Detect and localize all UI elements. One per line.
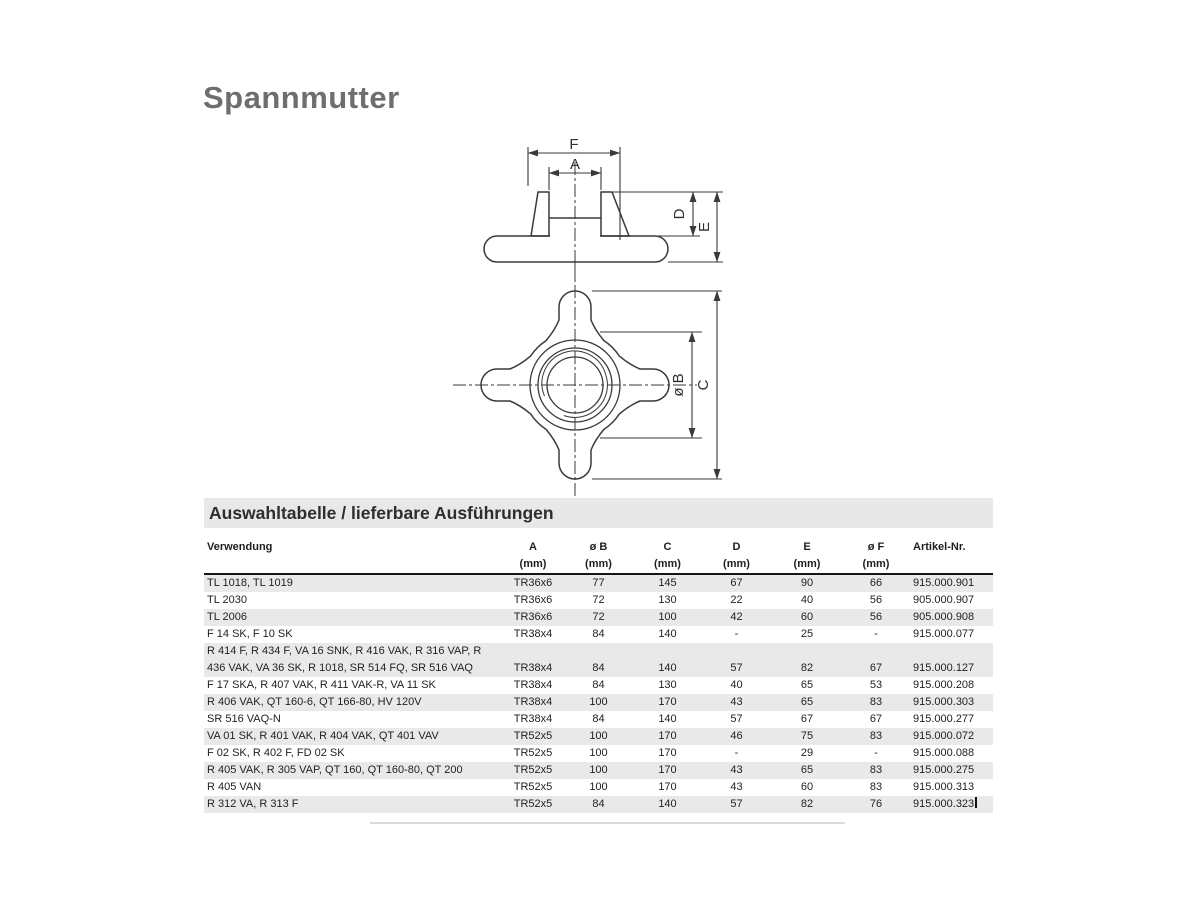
cell-c bbox=[631, 626, 704, 643]
cell-artikel bbox=[907, 660, 993, 677]
cell-artikel bbox=[907, 609, 993, 626]
cell-c-text: 140 bbox=[658, 713, 677, 725]
cell-b-text: 100 bbox=[589, 730, 608, 742]
column-header bbox=[907, 539, 993, 572]
cell-d bbox=[704, 762, 769, 779]
cell-verwendung-text: F 02 SK, R 402 F, FD 02 SK bbox=[207, 747, 345, 759]
cell-verwendung bbox=[204, 609, 500, 626]
cell-f-text: 67 bbox=[869, 662, 883, 674]
cell-verwendung bbox=[204, 575, 500, 592]
cell-artikel-text: 915.000.072 bbox=[913, 730, 975, 742]
cell-d-text: 57 bbox=[730, 713, 743, 725]
cell-c bbox=[631, 796, 704, 813]
cell-f bbox=[845, 796, 907, 813]
cell-a-text: TR36x6 bbox=[513, 611, 553, 623]
cell-artikel-text: 915.000.277 bbox=[913, 713, 975, 725]
cell-a bbox=[500, 796, 566, 813]
cell-a-text: TR52x5 bbox=[513, 730, 553, 742]
cell-artikel bbox=[907, 677, 993, 694]
cell-c-text: 170 bbox=[658, 781, 677, 793]
cell-a-text: TR52x5 bbox=[513, 747, 553, 759]
cell-b-text: 100 bbox=[589, 747, 608, 759]
cell-verwendung bbox=[204, 779, 500, 796]
cell-b bbox=[566, 626, 631, 643]
cell-d bbox=[704, 694, 769, 711]
cell-artikel-text: 915.000.313 bbox=[913, 781, 975, 793]
cell-f bbox=[845, 626, 907, 643]
cell-a bbox=[500, 762, 566, 779]
cell-c-text: 130 bbox=[658, 594, 677, 606]
table-row bbox=[204, 711, 993, 728]
dim-label-f: F bbox=[569, 136, 579, 153]
cell-d-text: 42 bbox=[730, 611, 743, 623]
column-header-label: D bbox=[732, 541, 741, 553]
cell-b bbox=[566, 609, 631, 626]
cell-artikel bbox=[907, 745, 993, 762]
cell-verwendung bbox=[204, 762, 500, 779]
cell-artikel bbox=[907, 592, 993, 609]
cell-d bbox=[704, 626, 769, 643]
cell-c-text: 130 bbox=[658, 679, 677, 691]
cell-verwendung bbox=[204, 711, 500, 728]
cell-d bbox=[704, 592, 769, 609]
cell-f-text: 56 bbox=[869, 594, 883, 606]
cell-verwendung bbox=[204, 745, 500, 762]
table-row bbox=[204, 575, 993, 592]
cell-artikel-text: 915.000.127 bbox=[913, 662, 975, 674]
cell-e bbox=[769, 728, 845, 745]
column-header bbox=[204, 539, 500, 572]
column-header-label: Verwendung bbox=[207, 541, 273, 553]
cell-e-text: 65 bbox=[800, 679, 814, 691]
cell-a bbox=[500, 711, 566, 728]
dim-label-a: A bbox=[569, 156, 581, 173]
cell-f bbox=[845, 677, 907, 694]
cell-e bbox=[769, 796, 845, 813]
cell-a bbox=[500, 694, 566, 711]
dim-label-b: ø B bbox=[670, 373, 687, 397]
cell-e-text: 40 bbox=[800, 594, 814, 606]
cell-verwendung bbox=[204, 796, 500, 813]
table-row bbox=[204, 694, 993, 711]
cell-d-text: 67 bbox=[730, 577, 743, 589]
cell-verwendung-text: F 14 SK, F 10 SK bbox=[207, 628, 293, 640]
table-row bbox=[204, 728, 993, 745]
cell-e bbox=[769, 677, 845, 694]
cell-f-text: - bbox=[874, 628, 878, 640]
cell-c bbox=[631, 745, 704, 762]
cell-f-text: 56 bbox=[869, 611, 883, 623]
scan-artifact-line bbox=[370, 822, 845, 824]
cell-a-text: TR38x4 bbox=[513, 696, 553, 708]
cell-c bbox=[631, 728, 704, 745]
cell-e bbox=[769, 575, 845, 592]
cell-f bbox=[845, 609, 907, 626]
cell-e-text: 29 bbox=[800, 747, 814, 759]
cell-c bbox=[631, 677, 704, 694]
dim-label-e: E bbox=[696, 221, 713, 233]
cell-artikel bbox=[907, 626, 993, 643]
cell-b bbox=[566, 592, 631, 609]
cell-f bbox=[845, 694, 907, 711]
cell-a bbox=[500, 609, 566, 626]
column-header bbox=[769, 539, 845, 572]
cell-f bbox=[845, 779, 907, 796]
table-row bbox=[204, 643, 993, 677]
cell-d bbox=[704, 711, 769, 728]
technical-drawing bbox=[440, 135, 740, 520]
cell-e-text: 65 bbox=[800, 764, 814, 776]
cell-c bbox=[631, 660, 704, 677]
cell-c-text: 170 bbox=[658, 730, 677, 742]
selection-table bbox=[204, 498, 993, 813]
cell-d-text: 22 bbox=[730, 594, 743, 606]
cell-verwendung-text: VA 01 SK, R 401 VAK, R 404 VAK, QT 401 VAV bbox=[207, 730, 439, 742]
cell-verwendung bbox=[204, 728, 500, 745]
cell-c-text: 140 bbox=[658, 628, 677, 640]
cell-e-text: 60 bbox=[800, 611, 814, 623]
cell-f-text: 83 bbox=[869, 764, 883, 776]
cell-c-text: 170 bbox=[658, 696, 677, 708]
cell-b-text: 100 bbox=[589, 696, 608, 708]
cell-f bbox=[845, 745, 907, 762]
cell-d bbox=[704, 728, 769, 745]
cell-c-text: 100 bbox=[658, 611, 677, 623]
cell-d-text: 43 bbox=[730, 764, 743, 776]
cell-verwendung-text: R 406 VAK, QT 160-6, QT 166-80, HV 120V bbox=[207, 696, 422, 708]
side-section-view bbox=[484, 136, 723, 280]
dim-label-d: D bbox=[671, 208, 688, 220]
table-row bbox=[204, 609, 993, 626]
cell-e bbox=[769, 694, 845, 711]
cell-verwendung bbox=[204, 592, 500, 609]
cell-artikel-text: 915.000.088 bbox=[913, 747, 975, 759]
cell-b-text: 72 bbox=[592, 611, 605, 623]
cell-artikel bbox=[907, 796, 993, 813]
cell-b bbox=[566, 796, 631, 813]
top-view bbox=[453, 263, 722, 507]
cell-e bbox=[769, 609, 845, 626]
cell-artikel bbox=[907, 728, 993, 745]
column-header-label: C bbox=[663, 541, 672, 553]
cell-f bbox=[845, 592, 907, 609]
cell-e bbox=[769, 762, 845, 779]
cell-f-text: 67 bbox=[869, 713, 883, 725]
cell-b bbox=[566, 779, 631, 796]
column-header-unit: (mm) bbox=[654, 558, 681, 570]
cell-verwendung-text: R 312 VA, R 313 F bbox=[207, 798, 299, 810]
cell-verwendung bbox=[204, 677, 500, 694]
cell-e-text: 90 bbox=[800, 577, 814, 589]
cell-f bbox=[845, 711, 907, 728]
cell-a-text: TR52x5 bbox=[513, 764, 553, 776]
cell-artikel-text: 915.000.077 bbox=[913, 628, 975, 640]
table-row bbox=[204, 677, 993, 694]
cell-f-text: 83 bbox=[869, 696, 883, 708]
cell-c bbox=[631, 592, 704, 609]
table-row bbox=[204, 592, 993, 609]
cell-c bbox=[631, 609, 704, 626]
cell-artikel bbox=[907, 779, 993, 796]
cell-e-text: 67 bbox=[800, 713, 814, 725]
cell-a-text: TR38x4 bbox=[513, 662, 553, 674]
cell-verwendung-text: F 17 SKA, R 407 VAK, R 411 VAK-R, VA 11 SK bbox=[207, 679, 436, 691]
cell-b bbox=[566, 728, 631, 745]
page-title: Spannmutter bbox=[203, 80, 400, 115]
cell-f-text: 76 bbox=[869, 798, 883, 810]
column-header bbox=[845, 539, 907, 572]
cell-c bbox=[631, 779, 704, 796]
table-header bbox=[204, 539, 993, 575]
cell-d bbox=[704, 575, 769, 592]
cell-a bbox=[500, 660, 566, 677]
column-header-unit: (mm) bbox=[519, 558, 547, 570]
text-cursor bbox=[975, 797, 977, 808]
table-row bbox=[204, 626, 993, 643]
cell-a-text: TR52x5 bbox=[513, 781, 553, 793]
cell-b bbox=[566, 677, 631, 694]
cell-d bbox=[704, 796, 769, 813]
cell-e bbox=[769, 660, 845, 677]
cell-a-text: TR38x4 bbox=[513, 628, 553, 640]
table-row bbox=[204, 745, 993, 762]
cell-verwendung-text: R 405 VAK, R 305 VAP, QT 160, QT 160-80, QT 200 bbox=[207, 764, 463, 776]
column-header-unit: (mm) bbox=[585, 558, 612, 570]
cell-e-text: 75 bbox=[800, 730, 814, 742]
cell-d-text: 46 bbox=[730, 730, 743, 742]
cell-verwendung-text: R 405 VAN bbox=[207, 781, 262, 793]
cell-b-text: 84 bbox=[592, 628, 605, 640]
cell-artikel-text: 915.000.323 bbox=[913, 798, 975, 810]
cell-f bbox=[845, 762, 907, 779]
cell-d-text: 57 bbox=[730, 662, 743, 674]
cell-verwendung bbox=[204, 626, 500, 643]
cell-c bbox=[631, 694, 704, 711]
cell-e bbox=[769, 626, 845, 643]
cell-b-text: 84 bbox=[592, 713, 605, 725]
cell-e-text: 65 bbox=[800, 696, 814, 708]
cell-artikel-text: 915.000.901 bbox=[913, 577, 975, 589]
cell-artikel bbox=[907, 711, 993, 728]
cell-b bbox=[566, 694, 631, 711]
cell-a-text: TR38x4 bbox=[513, 713, 553, 725]
cell-e bbox=[769, 711, 845, 728]
table-row bbox=[204, 762, 993, 779]
cell-a-text: TR52x5 bbox=[513, 798, 553, 810]
cell-e-text: 82 bbox=[800, 798, 814, 810]
cell-e-text: 82 bbox=[800, 662, 814, 674]
cell-d-text: - bbox=[734, 747, 739, 759]
cell-b bbox=[566, 745, 631, 762]
cell-b bbox=[566, 762, 631, 779]
cell-c-text: 170 bbox=[658, 747, 677, 759]
cell-b-text: 77 bbox=[592, 577, 605, 589]
cell-d bbox=[704, 660, 769, 677]
column-header-unit: (mm) bbox=[723, 558, 750, 570]
column-header-label: A bbox=[529, 541, 537, 553]
column-header bbox=[704, 539, 769, 572]
cell-c-text: 140 bbox=[658, 662, 677, 674]
cell-artikel-text: 915.000.208 bbox=[913, 679, 975, 691]
cell-f-text: - bbox=[874, 747, 878, 759]
cell-c-text: 145 bbox=[658, 577, 677, 589]
cell-f-text: 83 bbox=[869, 730, 883, 742]
cell-b-text: 72 bbox=[592, 594, 605, 606]
cell-verwendung-text: SR 516 VAQ-N bbox=[207, 713, 281, 725]
cell-c-text: 170 bbox=[658, 764, 677, 776]
cell-b bbox=[566, 711, 631, 728]
cell-c bbox=[631, 762, 704, 779]
cell-b-text: 84 bbox=[592, 798, 605, 810]
cell-a bbox=[500, 779, 566, 796]
cell-artikel bbox=[907, 575, 993, 592]
cell-verwendung bbox=[204, 643, 500, 677]
cell-artikel bbox=[907, 694, 993, 711]
cell-c bbox=[631, 711, 704, 728]
cell-artikel-text: 915.000.275 bbox=[913, 764, 975, 776]
table-body bbox=[204, 575, 993, 813]
cell-d bbox=[704, 745, 769, 762]
cell-b bbox=[566, 575, 631, 592]
cell-artikel bbox=[907, 762, 993, 779]
column-header-label: ø F bbox=[867, 541, 885, 553]
cell-artikel-text: 905.000.907 bbox=[913, 594, 975, 606]
cell-c-text: 140 bbox=[658, 798, 677, 810]
cell-a bbox=[500, 626, 566, 643]
cell-verwendung-text: TL 1018, TL 1019 bbox=[207, 577, 293, 589]
cell-a bbox=[500, 575, 566, 592]
cell-d-text: 43 bbox=[730, 781, 743, 793]
cell-d bbox=[704, 779, 769, 796]
cell-f-text: 83 bbox=[869, 781, 883, 793]
cell-a-text: TR36x6 bbox=[513, 577, 553, 589]
cell-b-text: 100 bbox=[589, 764, 608, 776]
cell-f bbox=[845, 660, 907, 677]
cell-verwendung bbox=[204, 694, 500, 711]
cell-e bbox=[769, 592, 845, 609]
cell-b-text: 100 bbox=[589, 781, 608, 793]
column-header-label: Artikel-Nr. bbox=[913, 541, 966, 553]
cell-a-text: TR38x4 bbox=[513, 679, 553, 691]
cell-e bbox=[769, 779, 845, 796]
cell-d-text: 43 bbox=[730, 696, 743, 708]
cell-d bbox=[704, 609, 769, 626]
cell-verwendung-text: TL 2006 bbox=[207, 611, 247, 623]
cell-verwendung-text: R 414 F, R 434 F, VA 16 SNK, R 416 VAK, R 316 VAP, R 436 VAK, VA 36 SK, R 1018, SR 514 FQ, SR 516 VAQ bbox=[207, 645, 482, 674]
column-header bbox=[566, 539, 631, 572]
column-header bbox=[631, 539, 704, 572]
cell-a bbox=[500, 677, 566, 694]
cell-a bbox=[500, 745, 566, 762]
cell-d bbox=[704, 677, 769, 694]
cell-f bbox=[845, 575, 907, 592]
cell-c bbox=[631, 575, 704, 592]
dim-label-c: C bbox=[695, 379, 712, 391]
cell-e bbox=[769, 745, 845, 762]
cell-a bbox=[500, 592, 566, 609]
cell-artikel-text: 915.000.303 bbox=[913, 696, 975, 708]
cell-f-text: 53 bbox=[869, 679, 883, 691]
cell-b-text: 84 bbox=[592, 662, 605, 674]
cell-artikel-text: 905.000.908 bbox=[913, 611, 975, 623]
column-header bbox=[500, 539, 566, 572]
cell-b-text: 84 bbox=[592, 679, 605, 691]
cell-e-text: 60 bbox=[800, 781, 814, 793]
cell-b bbox=[566, 660, 631, 677]
cell-d-text: 57 bbox=[730, 798, 743, 810]
column-header-unit: (mm) bbox=[862, 558, 890, 570]
cell-f-text: 66 bbox=[869, 577, 883, 589]
cell-e-text: 25 bbox=[800, 628, 814, 640]
column-header-label: E bbox=[803, 541, 811, 553]
column-header-label: ø B bbox=[589, 541, 608, 553]
column-header-unit: (mm) bbox=[793, 558, 821, 570]
cell-d-text: 40 bbox=[730, 679, 743, 691]
cell-a bbox=[500, 728, 566, 745]
table-row bbox=[204, 779, 993, 796]
cell-f bbox=[845, 728, 907, 745]
section-title: Auswahltabelle / lieferbare Ausführungen bbox=[204, 498, 993, 528]
table-row bbox=[204, 796, 993, 813]
cell-d-text: - bbox=[734, 628, 739, 640]
cell-a-text: TR36x6 bbox=[513, 594, 553, 606]
cell-verwendung-text: TL 2030 bbox=[207, 594, 247, 606]
